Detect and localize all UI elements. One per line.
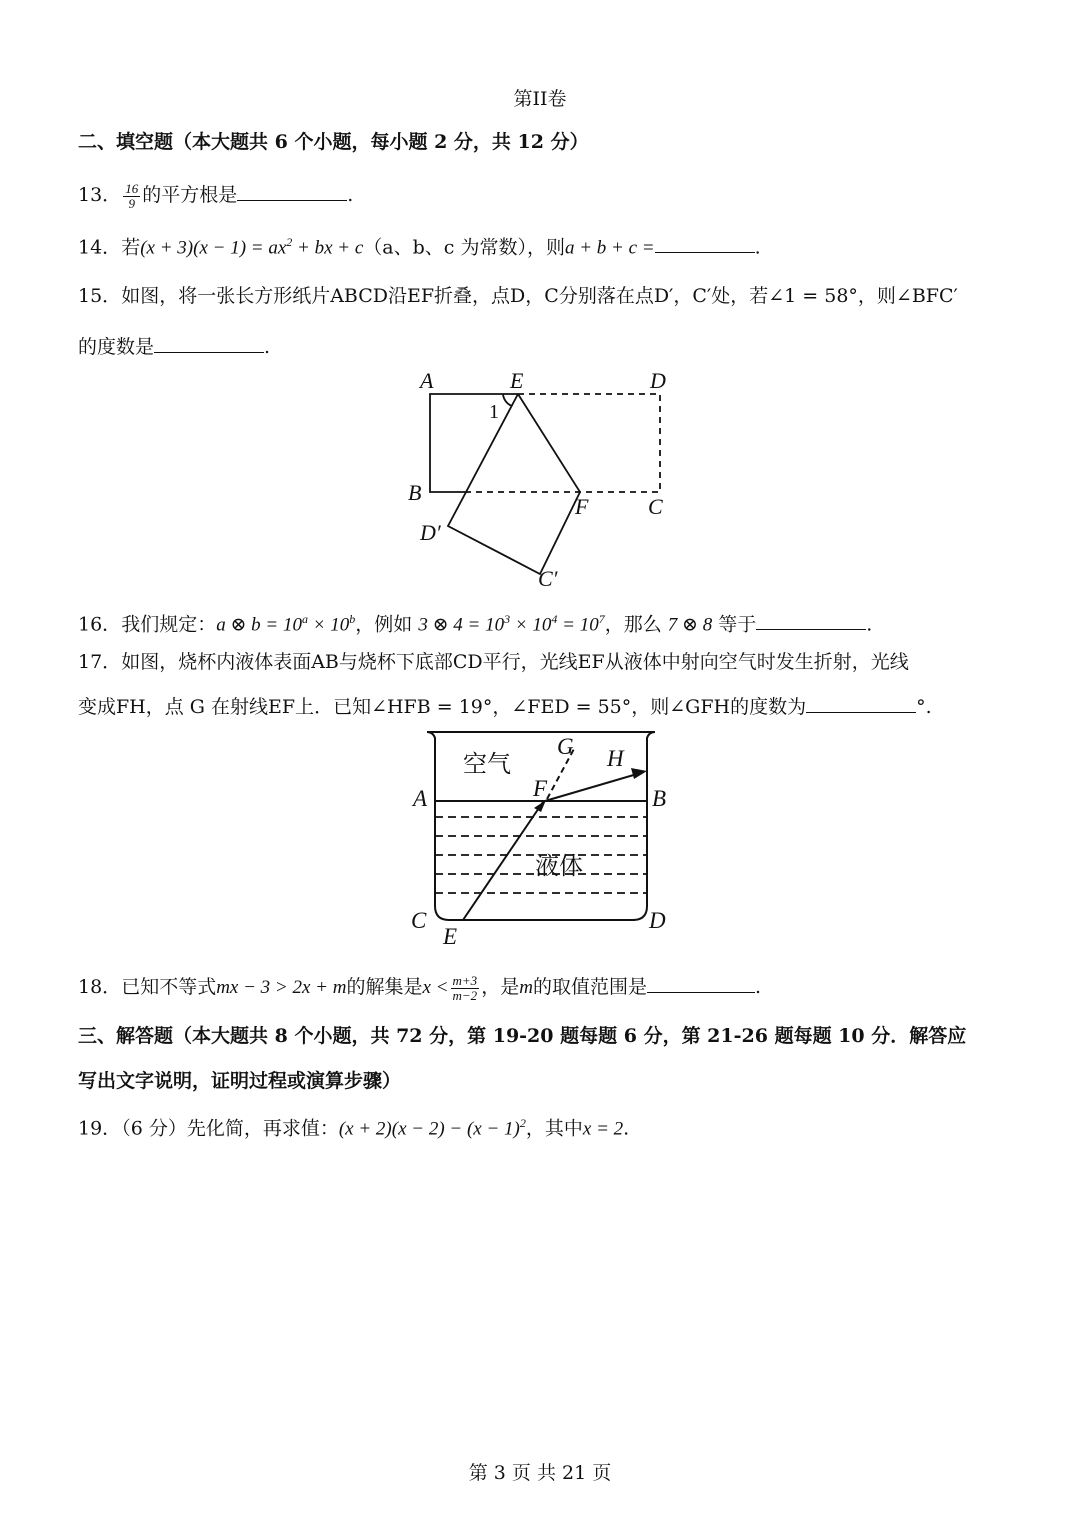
label-D: D bbox=[650, 368, 666, 393]
label-E: E bbox=[510, 368, 524, 393]
answer-blank[interactable] bbox=[647, 972, 755, 993]
answer-blank[interactable] bbox=[237, 180, 347, 201]
label-C: C bbox=[411, 908, 427, 933]
label-C-prime: C′ bbox=[538, 566, 558, 591]
question-number: 18． bbox=[78, 976, 122, 998]
question-number: 14． bbox=[78, 236, 122, 259]
label-A: A bbox=[420, 368, 434, 393]
page-footer: 第 3 页 共 21 页 bbox=[468, 1462, 612, 1484]
label-A: A bbox=[413, 786, 428, 811]
angle-1-arc bbox=[503, 394, 512, 406]
question-19: 19．（6 分）先化简，再求值：$(x + 2)(x - 2) - (x - 1)^2$，其中x = 2. bbox=[78, 1116, 630, 1140]
answer-blank[interactable] bbox=[806, 692, 916, 713]
label-F: F bbox=[575, 494, 589, 519]
answer-blank[interactable] bbox=[655, 232, 755, 253]
question-18: 18．已知不等式mx − 3 > 2x + m的解集是x < $\frac{m+3}{m-2}$ ，是m的取值范围是 . bbox=[78, 972, 761, 1003]
folded-rectangle-figure bbox=[400, 362, 690, 592]
label-F: F bbox=[533, 776, 548, 801]
label-H: H bbox=[607, 746, 624, 771]
arrowhead-FH bbox=[631, 768, 647, 779]
label-D: D bbox=[649, 908, 666, 933]
question-number: 13． bbox=[78, 184, 122, 206]
question-17: 17．如图，烧杯内液体表面AB与烧杯下底部CD平行，光线EF从液体中射向空气时发生折射，光线 bbox=[78, 651, 909, 673]
question-15-line2: 的度数是 . bbox=[78, 332, 270, 360]
label-angle-1: 1 bbox=[489, 401, 499, 423]
label-D-prime: D′ bbox=[420, 520, 441, 545]
question-13: 13． $\frac{16}{9}$ 的平方根是 . bbox=[78, 180, 354, 211]
label-liquid: 液体 bbox=[535, 854, 583, 880]
beaker-figure bbox=[405, 724, 680, 954]
question-number: 16． bbox=[78, 613, 122, 636]
question-number: 19． bbox=[78, 1117, 122, 1140]
section-heading-solve-line2: 写出文字说明，证明过程或演算步骤） bbox=[78, 1070, 402, 1092]
question-number: 15． bbox=[78, 285, 122, 307]
section-heading-fill-in: 二、填空题（本大题共 6 个小题，每小题 2 分，共 12 分） bbox=[78, 131, 589, 153]
question-17-line2: 变成FH，点 G 在射线EF上．已知∠HFB = 19°，∠FED = 55°，则∠GFH的度数为 °. bbox=[78, 692, 932, 720]
question-16: 16．我们规定：a ⊗ $b = 10^a \times 10^b$，例如 3 ⊗ $4 = 10^3 \times 10^4 = 10^7$，那么 7 ⊗ 8 等于 . bbox=[78, 606, 872, 638]
question-number: 17． bbox=[78, 651, 122, 673]
page-title: 第II卷 bbox=[513, 88, 567, 110]
folded-part bbox=[448, 394, 580, 574]
ray-EF bbox=[463, 802, 543, 920]
fraction: $\frac{16}{9}$ bbox=[125, 180, 139, 211]
label-air: 空气 bbox=[463, 752, 511, 778]
section-heading-solve: 三、解答题（本大题共 8 个小题，共 72 分，第 19-20 题每题 6 分，第 21-26 题每题 10 分．解答应 bbox=[78, 1025, 967, 1047]
label-C: C bbox=[648, 494, 663, 519]
answer-blank[interactable] bbox=[756, 609, 866, 630]
label-E: E bbox=[443, 924, 458, 949]
question-14: 14．若$(x + 3)(x - 1) = ax^2$ + bx + c（a、b、c 为常数），则a + b + c = . bbox=[78, 229, 761, 261]
label-G: G bbox=[557, 734, 574, 759]
label-B: B bbox=[652, 786, 667, 811]
question-15: 15．如图，将一张长方形纸片ABCD沿EF折叠，点D，C分别落在点D′，C′处，若∠1 = 58°，则∠BFC′ bbox=[78, 285, 958, 307]
fraction: $\frac{m+3}{m-2}$ bbox=[452, 972, 478, 1003]
answer-blank[interactable] bbox=[154, 332, 264, 353]
label-B: B bbox=[408, 480, 422, 505]
